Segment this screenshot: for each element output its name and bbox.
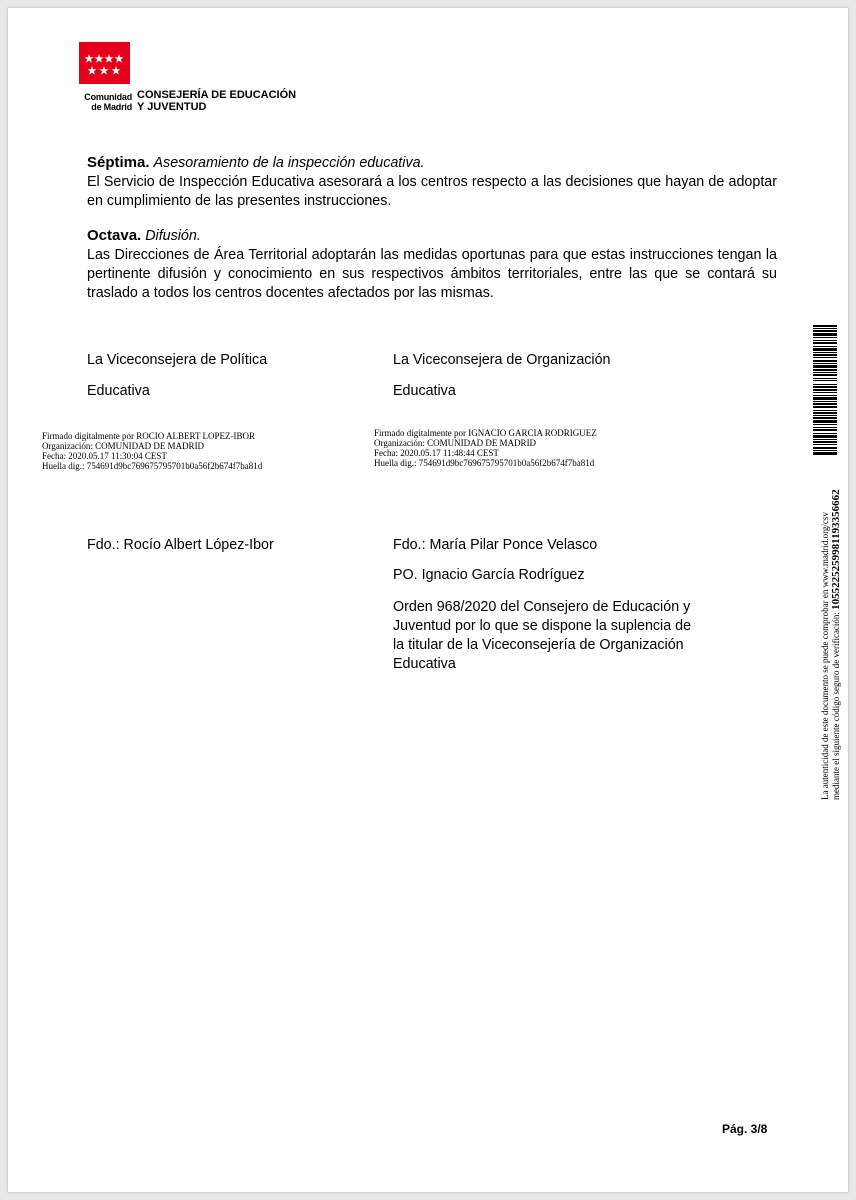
logo-wordmark: Comunidad de Madrid bbox=[84, 92, 132, 112]
department-name: CONSEJERÍA DE EDUCACIÓN Y JUVENTUD bbox=[137, 89, 297, 113]
section-title: Difusión. bbox=[145, 228, 201, 244]
section-octava bbox=[87, 226, 777, 303]
verification-code: 1055225259981193356662 bbox=[830, 489, 842, 610]
section-septima bbox=[87, 153, 777, 211]
right-signer-role-line2: Educativa bbox=[393, 383, 456, 399]
section-heading bbox=[87, 153, 777, 173]
section-body: El Servicio de Inspección Educativa asesorará a los centros respecto a las decisiones que hayan de adoptar en cumplimiento de las presentes instrucciones. bbox=[87, 174, 777, 209]
right-po: PO. Ignacio García Rodríguez bbox=[393, 567, 585, 583]
left-signed-by: Fdo.: Rocío Albert López-Ibor bbox=[87, 537, 274, 553]
right-digital-signature-stamp: Firmado digitalmente por IGNACIO GARCIA RODRIGUEZ Organización: COMUNIDAD DE MADRID Fecha: 2020.05.17 11:48:44 CEST Huella dig.: 754691d9bc769675795701b0a56f2b674f7ba81d bbox=[374, 428, 597, 468]
verification-barcode bbox=[813, 325, 837, 455]
section-heading bbox=[87, 226, 777, 246]
section-body: Las Direcciones de Área Territorial adoptarán las medidas oportunas para que estas instrucciones tengan la pertinente difusión y conocimiento en sus respectivos ámbitos territoriales, entre las que se contará su traslado a todos los centros docentes afectados por las mismas. bbox=[87, 247, 777, 301]
left-signer-role-line2: Educativa bbox=[87, 383, 150, 399]
left-digital-signature-stamp: Firmado digitalmente por ROCIO ALBERT LOPEZ-IBOR Organización: COMUNIDAD DE MADRID Fecha: 2020.05.17 11:30:04 CEST Huella dig.: 754691d9bc769675795701b0a56f2b674f7ba81d bbox=[42, 431, 263, 471]
verification-note: La autenticidad de este documento se puede comprobar en www.madrid.org/csv mediante el siguiente código seguro de verificación: 1055225259981193356662 bbox=[820, 489, 842, 800]
page-number: Pág. 3/8 bbox=[722, 1122, 768, 1136]
right-signed-by: Fdo.: María Pilar Ponce Velasco bbox=[393, 537, 598, 553]
right-signer-role-line1: La Viceconsejera de Organización bbox=[393, 352, 611, 368]
section-number: Octava. bbox=[87, 227, 142, 244]
section-title: Asesoramiento de la inspección educativa. bbox=[153, 155, 425, 171]
comunidad-madrid-flag-logo bbox=[79, 42, 130, 84]
left-signer-role-line1: La Viceconsejera de Política bbox=[87, 352, 268, 368]
right-order-note: Orden 968/2020 del Consejero de Educación y Juventud por lo que se dispone la suplencia de la titular de la Viceconsejería de Organización Educativa bbox=[393, 599, 692, 672]
section-number: Séptima. bbox=[87, 154, 150, 171]
